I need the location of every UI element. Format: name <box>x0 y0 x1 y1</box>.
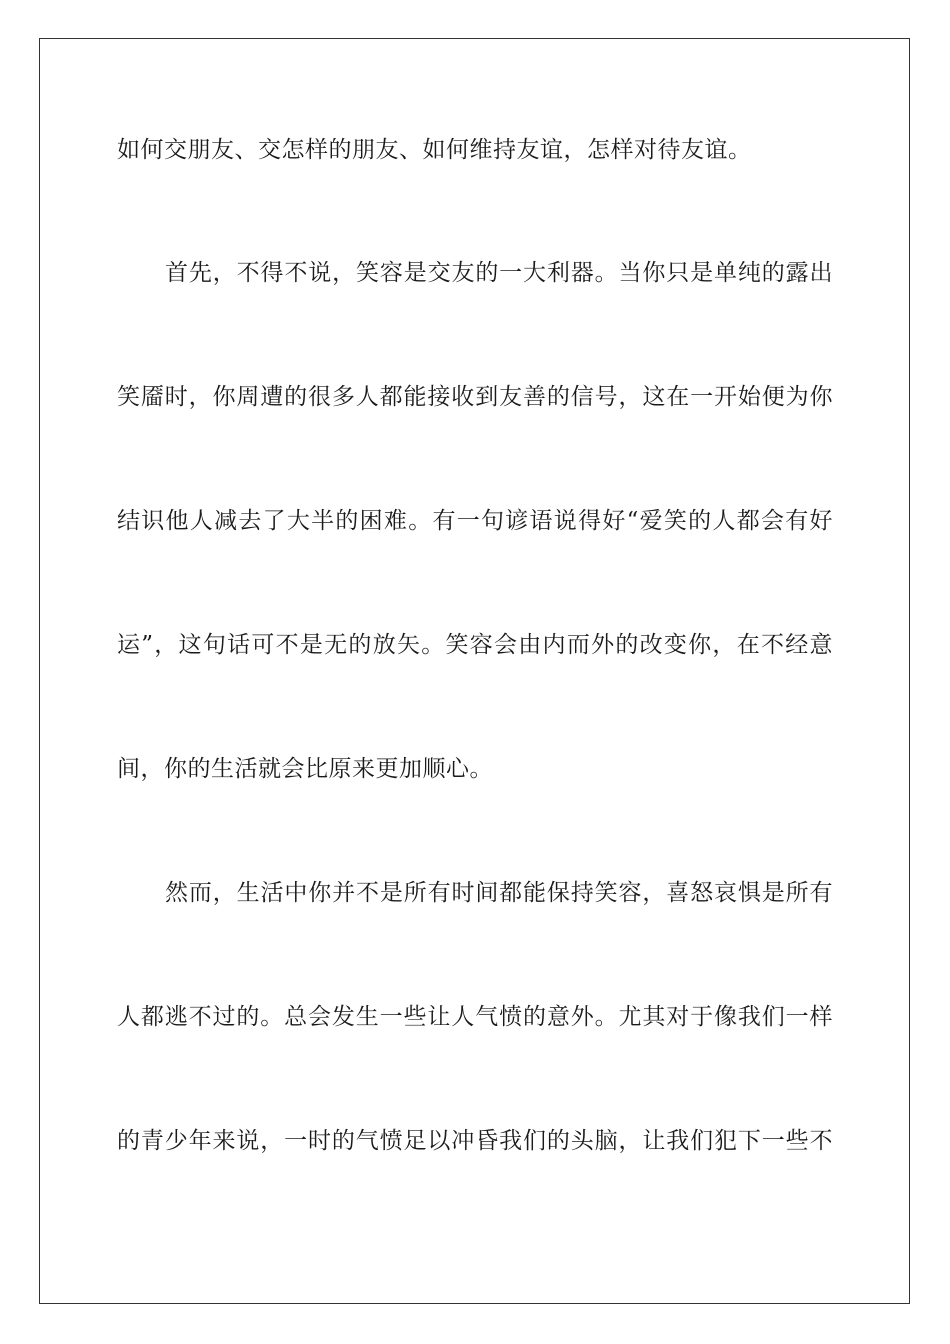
text-line-7: 然而，生活中你并不是所有时间都能保持笑容，喜怒哀惧是所有 <box>165 880 833 906</box>
text-line-2: 首先，不得不说，笑容是交友的一大利器。当你只是单纯的露出 <box>165 260 833 286</box>
text-line-8: 人都逃不过的。总会发生一些让人气愤的意外。尤其对于像我们一样 <box>117 1004 833 1030</box>
text-line-9: 的青少年来说，一时的气愤足以冲昏我们的头脑，让我们犯下一些不 <box>117 1128 833 1154</box>
text-line-3: 笑靥时，你周遭的很多人都能接收到友善的信号，这在一开始便为你 <box>117 384 833 410</box>
text-line-4: 结识他人减去了大半的困难。有一句谚语说得好“爱笑的人都会有好 <box>117 508 833 534</box>
text-line-6: 间，你的生活就会比原来更加顺心。 <box>117 756 493 782</box>
text-line-5: 运”，这句话可不是无的放矢。笑容会由内而外的改变你，在不经意 <box>117 632 833 658</box>
page-border <box>39 38 910 1304</box>
text-line-1: 如何交朋友、交怎样的朋友、如何维持友谊，怎样对待友谊。 <box>117 137 752 163</box>
